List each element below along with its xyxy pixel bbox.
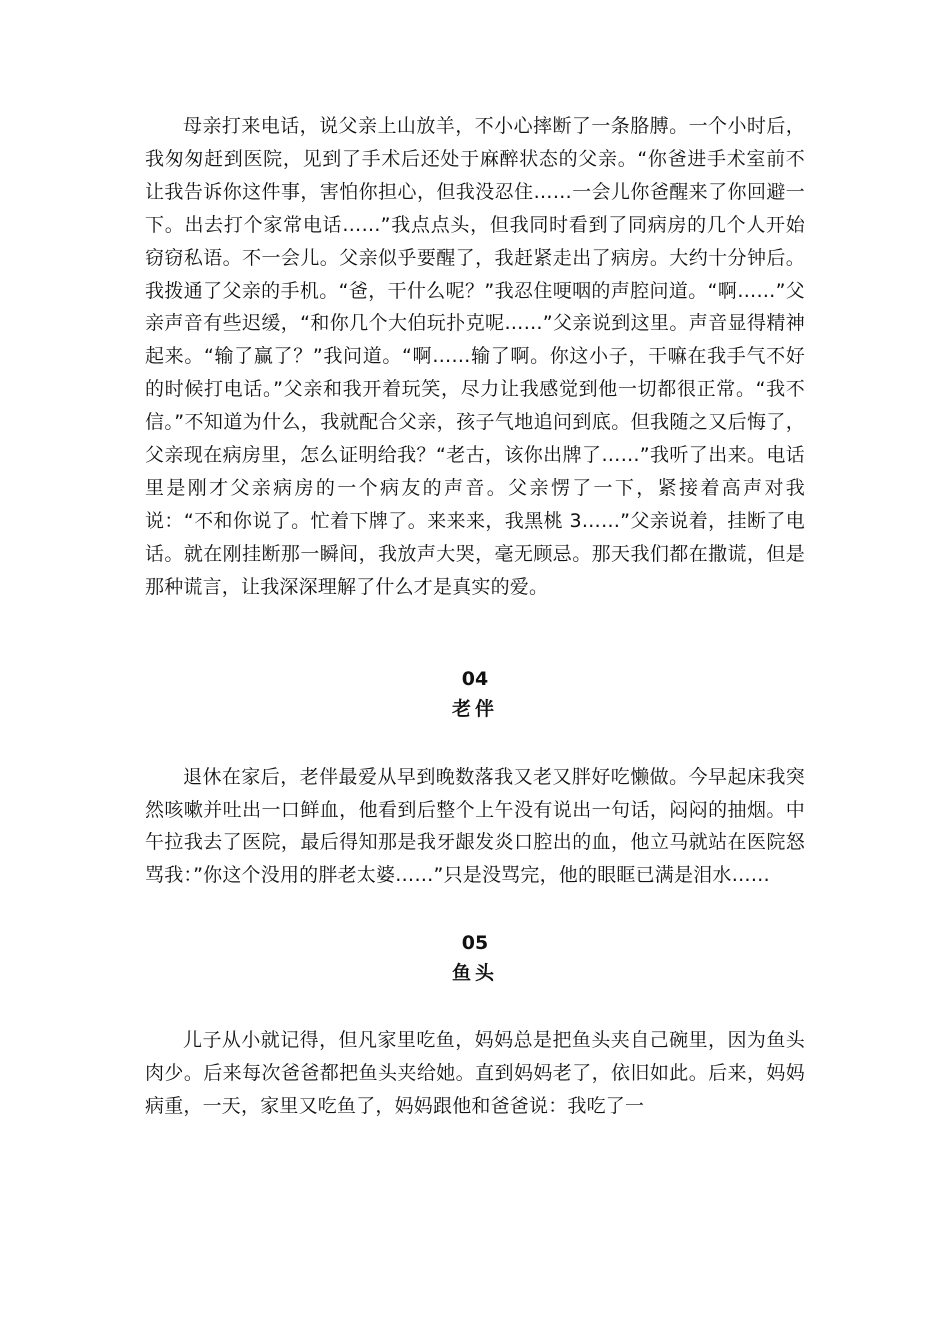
section-title: 老伴 <box>451 697 498 720</box>
story-paragraph: 儿子从小就记得，但凡家里吃鱼，妈妈总是把鱼头夹自己碗里，因为鱼头肉少。后来每次爸爸都把鱼头夹给她。直到妈妈老了，依旧如此。后来，妈妈病重，一天，家里又吃鱼了，妈妈跟他和爸爸说：我吃了一 <box>145 1029 805 1118</box>
section-title: 鱼头 <box>451 962 498 985</box>
story-paragraph: 退休在家后，老伴最爱从早到晚数落我又老又胖好吃懒做。今早起床我突然咳嗽并吐出一口鲜血，他看到后整个上午没有说出一句话，闷闷的抽烟。中午拉我去了医院，最后得知那是我牙龈发炎口腔出的血，他立马就站在医院怒骂我：”你这个没用的胖老太婆……”只是没骂完，他的眼眶已满是泪水…… <box>145 765 805 887</box>
section-heading <box>145 928 805 988</box>
section-number: 05 <box>461 932 489 955</box>
section-number: 04 <box>461 667 489 690</box>
story-paragraph: 母亲打来电话，说父亲上山放羊，不小心摔断了一条胳膊。一个小时后，我匆匆赶到医院，见到了手术后还处于麻醉状态的父亲。“你爸进手术室前不让我告诉你这件事，害怕你担心，但我没忍住……一会儿你爸醒来了你回避一下。出去打个家常电话……”我点点头，但我同时看到了同病房的几个人开始窃窃私语。不一会儿。父亲似乎要醒了，我赶紧走出了病房。大约十分钟后。我拨通了父亲的手机。“爸，干什么呢？”我忍住哽咽的声腔问道。“啊……”父亲声音有些迟缓，“和你几个大伯玩扑克呢……”父亲说到这里。声音显得精神起来。“输了赢了？”我问道。“啊……输了啊。你这小子，干嘛在我手气不好的时候打电话。”父亲和我开着玩笑，尽力让我感觉到他一切都很正常。“我不信。”不知道为什么，我就配合父亲，孩子气地追问到底。但我随之又后悔了，父亲现在病房里，怎么证明给我？“老古，该你出牌了……”我听了出来。电话里是刚才父亲病房的一个病友的声音。父亲愣了一下，紧接着高声对我说：“不和你说了。忙着下牌了。来来来，我黑桃 3……”父亲说着，挂断了电话。就在刚挂断那一瞬间，我放声大哭，毫无顾忌。那天我们都在撒谎，但是那种谎言，让我深深理解了什么才是真实的爱。 <box>145 115 805 598</box>
section-heading <box>145 664 805 724</box>
document-page <box>145 110 805 1123</box>
